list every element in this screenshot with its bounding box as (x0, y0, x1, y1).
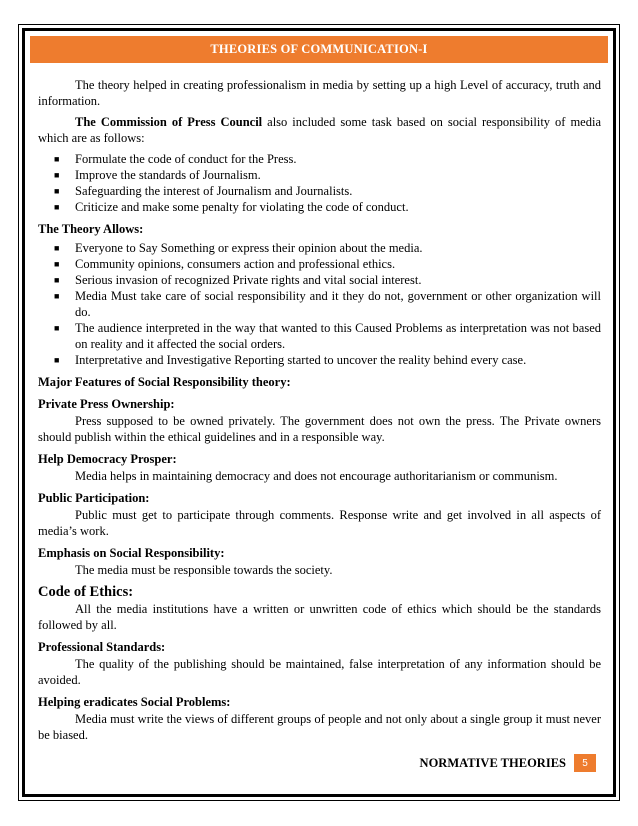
section-text: The media must be responsible towards the society. (75, 563, 333, 577)
list-item: ■ Media Must take care of social responsibility and it they do not, government or other organization will do. (54, 289, 601, 319)
list-item: ■ Interpretative and Investigative Reporting started to uncover the reality behind every case. (54, 353, 527, 367)
commission-name: The Commission of Press Council (75, 115, 263, 129)
page-number: 5 (574, 754, 596, 772)
list-item: ■ The audience interpreted in the way that wanted to this Caused Problems as interpretation was not based on reality and it affected the social orders. (54, 321, 601, 351)
header-band (30, 36, 608, 63)
square-bullet-icon: ■ (54, 170, 60, 180)
intro-paragraph-2 (38, 114, 601, 146)
footer-title: NORMATIVE THEORIES (419, 755, 566, 770)
section-text: All the media institutions have a written or unwritten code of ethics which should be the standards followed by all. (38, 602, 601, 632)
square-bullet-icon: ■ (54, 259, 60, 269)
list-item: ■ Formulate the code of conduct for the Press. (54, 152, 297, 166)
document-body (38, 77, 601, 748)
section-heading: Public Participation: (38, 491, 150, 505)
major-features-heading: Major Features of Social Responsibility theory: (38, 375, 291, 389)
page-footer (420, 754, 596, 772)
list-item: ■ Improve the standards of Journalism. (54, 168, 261, 182)
theory-allows-heading: The Theory Allows: (38, 222, 144, 236)
section-text: Media must write the views of different groups of people and not only about a single group it must never be biased. (38, 712, 601, 742)
square-bullet-icon: ■ (54, 154, 60, 164)
square-bullet-icon: ■ (54, 291, 60, 301)
section-heading: Professional Standards: (38, 640, 166, 654)
section-heading: Private Press Ownership: (38, 397, 175, 411)
commission-task-list (38, 151, 601, 215)
section-text: Press supposed to be owned privately. The government does not own the press. The Private owners should publish within the ethical guidelines and in a responsible way. (38, 414, 601, 444)
theory-allows-list (38, 240, 601, 368)
section-heading: Helping eradicates Social Problems: (38, 695, 231, 709)
square-bullet-icon: ■ (54, 355, 60, 365)
section-heading: Help Democracy Prosper: (38, 452, 177, 466)
square-bullet-icon: ■ (54, 243, 60, 253)
list-item: ■ Everyone to Say Something or express their opinion about the media. (54, 241, 423, 255)
square-bullet-icon: ■ (54, 323, 60, 333)
intro-text-1: The theory helped in creating professionalism in media by setting up a high Level of accuracy, truth and information. (38, 78, 601, 108)
square-bullet-icon: ■ (54, 186, 60, 196)
list-item: ■ Criticize and make some penalty for violating the code of conduct. (54, 200, 409, 214)
header-title: THEORIES OF COMMUNICATION-I (210, 42, 428, 56)
intro-paragraph-1 (38, 77, 601, 109)
square-bullet-icon: ■ (54, 275, 60, 285)
list-item: ■ Community opinions, consumers action and professional ethics. (54, 257, 396, 271)
list-item: ■ Serious invasion of recognized Private rights and vital social interest. (54, 273, 422, 287)
list-item: ■ Safeguarding the interest of Journalism and Journalists. (54, 184, 353, 198)
section-text: Public must get to participate through comments. Response write and get involved in all aspects of media’s work. (38, 508, 601, 538)
section-text: The quality of the publishing should be maintained, false interpretation of any information should be avoided. (38, 657, 601, 687)
section-heading: Code of Ethics: (38, 584, 134, 600)
intro-text-2: also included some task based on social responsibility of media which are as follows: (38, 115, 602, 145)
section-text: Media helps in maintaining democracy and does not encourage authoritarianism or communism. (75, 469, 558, 483)
square-bullet-icon: ■ (54, 202, 60, 212)
section-heading: Emphasis on Social Responsibility: (38, 546, 225, 560)
